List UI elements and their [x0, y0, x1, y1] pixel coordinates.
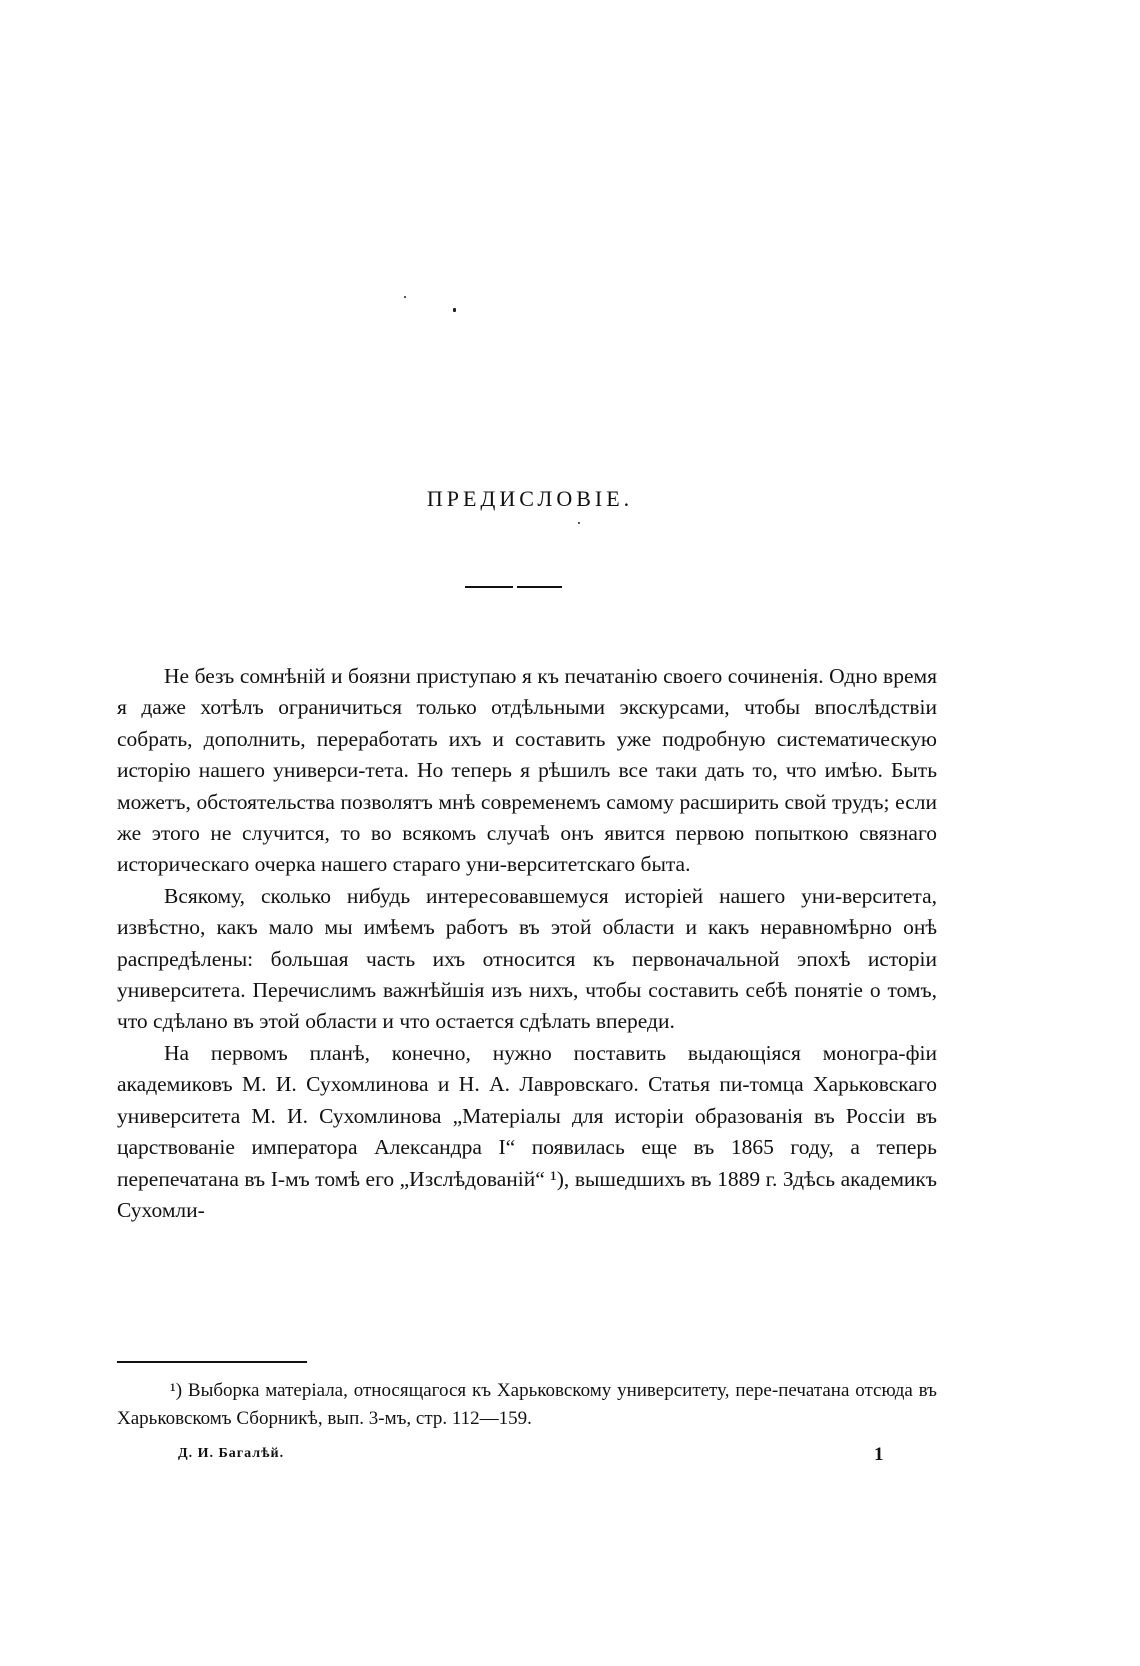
scan-speck: [404, 296, 406, 298]
footnote-divider: [117, 1361, 307, 1363]
scan-speck: [453, 308, 456, 312]
paragraph: Всякому, сколько нибудь интересовавшемуся исторіей нашего уни-верситета, извѣстно, какъ мало мы имѣемъ работъ въ этой области и какъ неравномѣрно онѣ распредѣлены: большая часть ихъ относится къ первоначальной эпохѣ исторіи университета. Перечислимъ важнѣйшія изъ нихъ, чтобы составить себѣ понятіе о томъ, что сдѣлано въ этой области и что остается сдѣлать впереди.: [117, 883, 937, 1034]
footnote: ¹) Выборка матеріала, относящагося къ Харьковскому университету, пере-печатана отсюда въ Харьковскомъ Сборникѣ, вып. 3-мъ, стр. 112—159.: [117, 1380, 937, 1429]
paragraph: На первомъ планѣ, конечно, нужно поставить выдающіяся моногра-фіи академиковъ М. И. Сухомлинова и Н. А. Лавровскаго. Статья пи-томца Харьковскаго университета М. И. Сухомлинова „Матеріалы для исторіи образованія въ Россіи въ царствованіе императора Александра I“ появилась еще въ 1865 году, а теперь перепечатана въ I-мъ томѣ его „Изслѣдованій“ ¹), вышедшихъ въ 1889 г. Здѣсь академикъ Сухомли-: [117, 1040, 937, 1222]
signature-mark: Д. И. Багалѣй.: [178, 1446, 285, 1461]
page-footer: [0, 1446, 1140, 1470]
page-number: 1: [874, 1444, 884, 1465]
paragraph: Не безъ сомнѣній и боязни приступаю я къ печатанію своего сочиненія. Одно время я даже хотѣлъ ограничиться только отдѣльными экскурсами, чтобы впослѣдствіи собрать, дополнить, переработать ихъ и составить уже подробную систематическую исторію нашего универси-тета. Но теперь я рѣшилъ все таки дать то, что имѣю. Быть можетъ, обстоятельства позволятъ мнѣ современемъ самому расширить свой трудъ; если же этого не случится, то во всякомъ случаѣ онъ явится первою попыткою связнаго историческаго очерка нашего стараго уни-верситетскаго быта.: [117, 664, 937, 877]
preface-body: [117, 661, 937, 1226]
page-title: ПРЕДИСЛОВІЕ.: [426, 486, 634, 511]
scan-speck: [578, 522, 580, 524]
